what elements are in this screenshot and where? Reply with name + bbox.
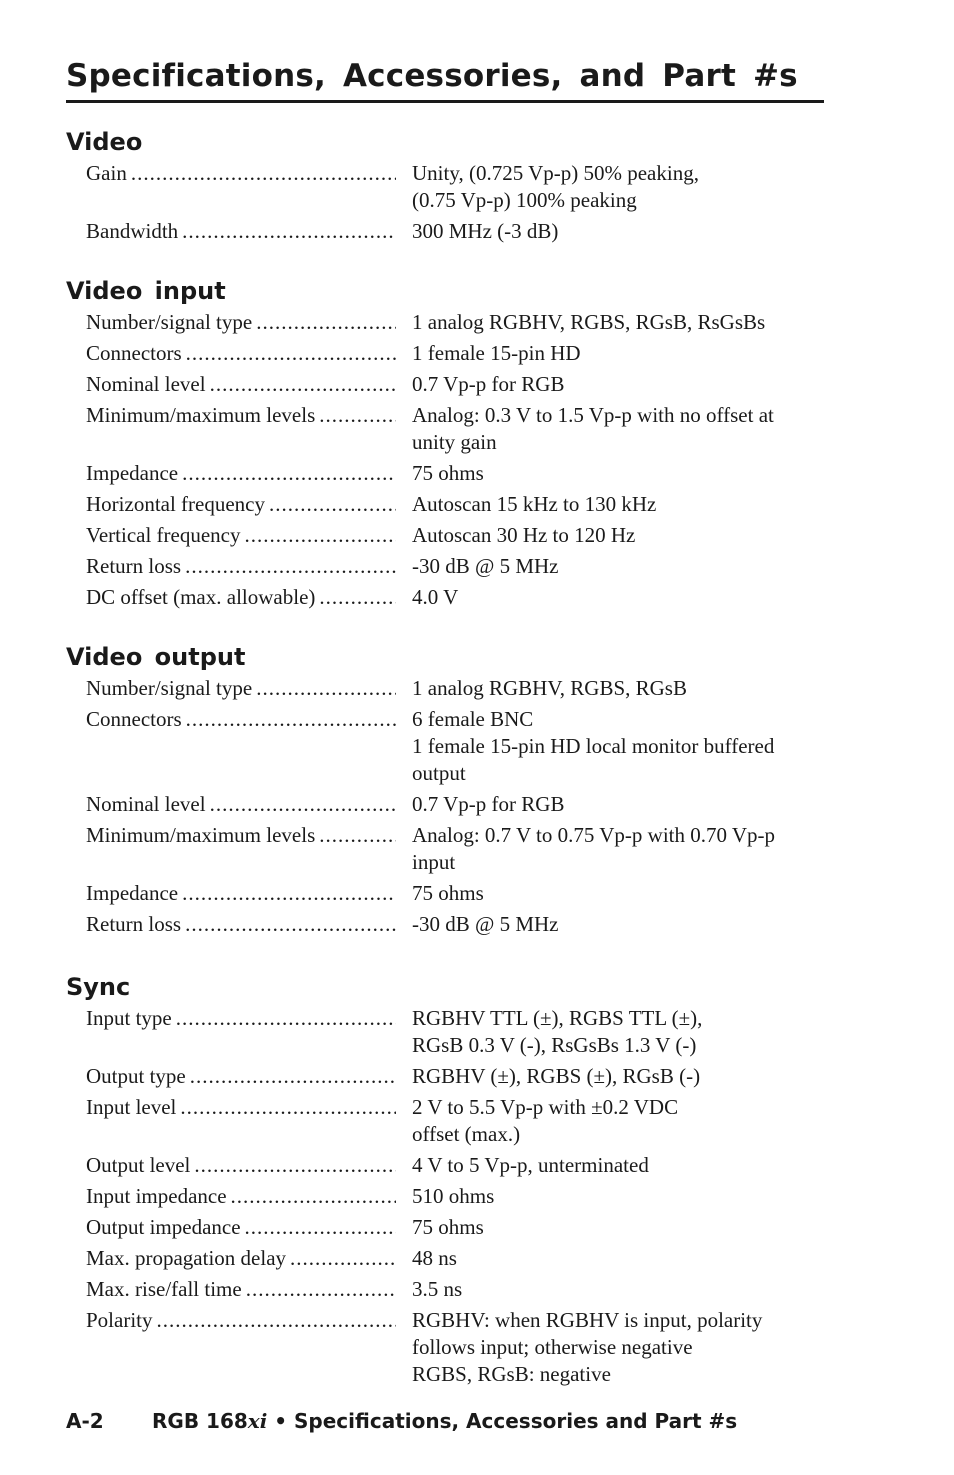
spec-value-line: 4 V to 5 Vp-p, unterminated <box>412 1153 649 1177</box>
section-heading: Video input <box>66 277 226 305</box>
dot-leader <box>245 522 397 549</box>
spec-value <box>412 1063 824 1090</box>
spec-row <box>66 1063 824 1090</box>
spec-label-text: Max. rise/fall time <box>86 1277 242 1301</box>
spec-row <box>66 522 824 549</box>
spec-row <box>66 160 824 214</box>
spec-label-text: Minimum/maximum levels <box>86 403 316 427</box>
spec-label <box>86 460 396 487</box>
dot-leader <box>194 1152 396 1179</box>
spec-value <box>412 1152 824 1179</box>
spec-row <box>66 911 824 938</box>
spec-value-line: 1 analog RGBHV, RGBS, RGsB, RsGsBs <box>412 310 766 334</box>
spec-row <box>66 791 824 818</box>
spec-value <box>412 706 824 787</box>
spec-label-text: Connectors <box>86 341 182 365</box>
footer-text: • Specifications, Accessories and Part #s <box>267 1409 738 1433</box>
dot-leader <box>185 553 396 580</box>
spec-section <box>66 972 824 1388</box>
spec-row <box>66 1214 824 1241</box>
dot-leader <box>157 1307 397 1388</box>
spec-value-line: (0.75 Vp-p) 100% peaking <box>412 188 637 212</box>
spec-value-line: Autoscan 15 kHz to 130 kHz <box>412 492 657 516</box>
dot-leader <box>131 160 396 214</box>
footer-product: RGB 168 <box>152 1409 248 1433</box>
spec-label <box>86 675 396 702</box>
spec-value <box>412 553 824 580</box>
page-footer <box>66 1406 737 1436</box>
spec-label <box>86 911 396 938</box>
spec-value-line: 0.7 Vp-p for RGB <box>412 792 565 816</box>
spec-label-text: Max. propagation delay <box>86 1246 287 1270</box>
spec-label <box>86 1214 396 1241</box>
spec-value-line: 3.5 ns <box>412 1277 463 1301</box>
spec-value <box>412 402 824 456</box>
spec-label <box>86 880 396 907</box>
spec-list <box>66 309 824 611</box>
spec-label-text: Input level <box>86 1095 177 1119</box>
spec-label-text: Output type <box>86 1064 186 1088</box>
spec-label <box>86 1094 396 1148</box>
spec-label <box>86 706 396 787</box>
spec-label <box>86 791 396 818</box>
spec-label <box>86 309 396 336</box>
dot-leader <box>319 584 396 611</box>
spec-sections <box>66 127 824 1388</box>
spec-label-text: DC offset (max. allowable) <box>86 585 316 609</box>
spec-value-line: 1 female 15-pin HD local monitor buffered <box>412 734 775 758</box>
spec-value <box>412 1307 824 1388</box>
spec-label-text: Number/signal type <box>86 676 253 700</box>
spec-section <box>66 127 824 245</box>
spec-value-line: RGsB 0.3 V (-), RsGsBs 1.3 V (-) <box>412 1033 697 1057</box>
spec-value <box>412 584 824 611</box>
spec-row <box>66 1245 824 1272</box>
spec-value <box>412 340 824 367</box>
spec-row <box>66 880 824 907</box>
dot-leader <box>186 340 396 367</box>
spec-label-text: Connectors <box>86 707 182 731</box>
spec-row <box>66 553 824 580</box>
spec-value-line: 48 ns <box>412 1246 457 1270</box>
spec-value <box>412 491 824 518</box>
spec-value-line: RGBHV: when RGBHV is input, polarity <box>412 1308 763 1332</box>
section-heading: Video <box>66 128 143 156</box>
spec-label <box>86 371 396 398</box>
spec-value <box>412 1183 824 1210</box>
spec-value-line: 510 ohms <box>412 1184 495 1208</box>
dot-leader <box>256 675 396 702</box>
spec-row <box>66 675 824 702</box>
spec-label <box>86 491 396 518</box>
spec-value-line: RGBHV TTL (±), RGBS TTL (±), <box>412 1006 703 1030</box>
dot-leader <box>182 460 396 487</box>
dot-leader <box>180 1094 396 1148</box>
spec-label <box>86 553 396 580</box>
spec-value-line: unity gain <box>412 430 497 454</box>
dot-leader <box>182 218 396 245</box>
spec-value-line: 0.7 Vp-p for RGB <box>412 372 565 396</box>
spec-value-line: 75 ohms <box>412 461 484 485</box>
spec-label <box>86 1307 396 1388</box>
spec-page <box>66 0 824 1392</box>
spec-label-text: Impedance <box>86 461 179 485</box>
spec-row <box>66 1005 824 1059</box>
dot-leader <box>186 706 396 787</box>
spec-label-text: Input type <box>86 1006 172 1030</box>
spec-value <box>412 309 824 336</box>
spec-value-line: -30 dB @ 5 MHz <box>412 912 559 936</box>
spec-row <box>66 1094 824 1148</box>
spec-label <box>86 402 396 456</box>
spec-label-text: Bandwidth <box>86 219 179 243</box>
spec-value-line: output <box>412 761 466 785</box>
spec-value <box>412 911 824 938</box>
spec-label-text: Horizontal frequency <box>86 492 266 516</box>
spec-row <box>66 1152 824 1179</box>
spec-value-line: offset (max.) <box>412 1122 521 1146</box>
spec-row <box>66 584 824 611</box>
spec-label-text: Output level <box>86 1153 191 1177</box>
spec-label <box>86 1245 396 1272</box>
spec-value-line: Unity, (0.725 Vp-p) 50% peaking, <box>412 161 699 185</box>
spec-row <box>66 706 824 787</box>
spec-section <box>66 642 824 938</box>
spec-label-text: Nominal level <box>86 372 206 396</box>
spec-row <box>66 340 824 367</box>
spec-value-line: 75 ohms <box>412 881 484 905</box>
spec-label-text: Output impedance <box>86 1215 241 1239</box>
spec-value-line: RGBHV (±), RGBS (±), RGsB (-) <box>412 1064 701 1088</box>
spec-value-line: 300 MHz (-3 dB) <box>412 219 559 243</box>
spec-row <box>66 460 824 487</box>
spec-section <box>66 276 824 611</box>
dot-leader <box>246 1276 396 1303</box>
footer-page-number: A-2 <box>66 1409 104 1433</box>
spec-value-line: 4.0 V <box>412 585 459 609</box>
spec-label-text: Gain <box>86 161 127 185</box>
dot-leader <box>269 491 396 518</box>
spec-row <box>66 1307 824 1388</box>
section-heading: Video output <box>66 643 246 671</box>
spec-list <box>66 160 824 245</box>
spec-label <box>86 218 396 245</box>
spec-row <box>66 1183 824 1210</box>
spec-label-text: Return loss <box>86 554 182 578</box>
spec-label-text: Minimum/maximum levels <box>86 823 316 847</box>
spec-label <box>86 1063 396 1090</box>
spec-value-line: Autoscan 30 Hz to 120 Hz <box>412 523 636 547</box>
dot-leader <box>185 911 396 938</box>
page-title: Specifications, Accessories, and Part #s <box>66 58 798 94</box>
spec-label-text: Vertical frequency <box>86 523 241 547</box>
spec-value-line: input <box>412 850 456 874</box>
spec-label-text: Impedance <box>86 881 179 905</box>
spec-label-text: Number/signal type <box>86 310 253 334</box>
spec-value <box>412 880 824 907</box>
spec-row <box>66 491 824 518</box>
spec-label <box>86 522 396 549</box>
spec-label <box>86 584 396 611</box>
spec-list <box>66 675 824 938</box>
spec-value <box>412 218 824 245</box>
spec-value <box>412 460 824 487</box>
spec-value <box>412 371 824 398</box>
spec-label <box>86 160 396 214</box>
spec-list <box>66 1005 824 1388</box>
spec-label <box>86 1152 396 1179</box>
spec-label <box>86 822 396 876</box>
dot-leader <box>176 1005 396 1059</box>
spec-value <box>412 1245 824 1272</box>
spec-label-text: Return loss <box>86 912 182 936</box>
dot-leader <box>245 1214 396 1241</box>
dot-leader <box>319 822 396 876</box>
dot-leader <box>190 1063 396 1090</box>
spec-row <box>66 1276 824 1303</box>
spec-value-line: RGBS, RGsB: negative <box>412 1362 611 1386</box>
spec-value <box>412 160 824 214</box>
spec-label <box>86 1183 396 1210</box>
spec-value-line: 6 female BNC <box>412 707 534 731</box>
spec-value-line: 1 analog RGBHV, RGBS, RGsB <box>412 676 687 700</box>
spec-value <box>412 1094 824 1148</box>
spec-value <box>412 1276 824 1303</box>
spec-row <box>66 402 824 456</box>
spec-label <box>86 1005 396 1059</box>
spec-label-text: Input impedance <box>86 1184 227 1208</box>
dot-leader <box>210 371 396 398</box>
spec-row <box>66 822 824 876</box>
footer-product-suffix: xi <box>247 1409 268 1433</box>
spec-value-line: 1 female 15-pin HD <box>412 341 581 365</box>
dot-leader <box>210 791 396 818</box>
spec-value-line: 75 ohms <box>412 1215 484 1239</box>
spec-value <box>412 791 824 818</box>
section-heading: Sync <box>66 973 131 1001</box>
spec-value <box>412 1214 824 1241</box>
spec-row <box>66 218 824 245</box>
spec-label <box>86 1276 396 1303</box>
dot-leader <box>290 1245 396 1272</box>
dot-leader <box>231 1183 396 1210</box>
spec-value-line: follows input; otherwise negative <box>412 1335 693 1359</box>
spec-row <box>66 371 824 398</box>
spec-label-text: Polarity <box>86 1308 153 1332</box>
spec-value-line: Analog: 0.3 V to 1.5 Vp-p with no offset at <box>412 403 774 427</box>
spec-value-line: Analog: 0.7 V to 0.75 Vp-p with 0.70 Vp-p <box>412 823 776 847</box>
dot-leader <box>182 880 396 907</box>
spec-value-line: 2 V to 5.5 Vp-p with ±0.2 VDC <box>412 1095 679 1119</box>
spec-label <box>86 340 396 367</box>
spec-value <box>412 1005 824 1059</box>
dot-leader <box>319 402 396 456</box>
spec-value <box>412 522 824 549</box>
spec-value <box>412 822 824 876</box>
spec-label-text: Nominal level <box>86 792 206 816</box>
dot-leader <box>256 309 396 336</box>
spec-value-line: -30 dB @ 5 MHz <box>412 554 559 578</box>
title-rule <box>66 100 824 103</box>
spec-row <box>66 309 824 336</box>
spec-value <box>412 675 824 702</box>
